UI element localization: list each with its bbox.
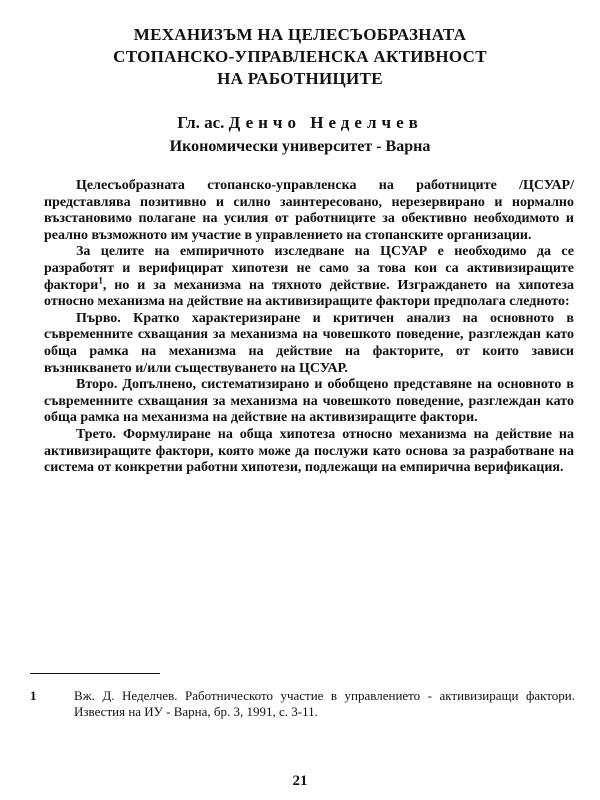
author-title: Гл. ас. [177,113,225,132]
author-affiliation: Икономически университет - Варна [169,138,431,155]
paragraph-3: Първо. Кратко характеризиране и критичен анализ на основното в съвременните схващания за механизма на човешкото поведение, разглеждан като обща рамка на механизма на действие на факторите, от които зависи възникването и/или съществуването на ЦСУАР. [44,310,574,376]
footnote-separator [30,673,160,674]
footnote [30,688,575,720]
footnote-reference[interactable]: 1 [98,274,103,285]
paragraph-2 [44,244,574,310]
author-name: Денчо Неделчев [228,113,423,132]
title-line-3: НА РАБОТНИЦИТЕ [217,69,383,88]
paragraph-2-part-2: , но и за механизма на тяхното действие. Изграждането на хипотеза относно механизма на действие на активизиращите фактори предполага следното: [44,277,574,310]
paragraph-2-part-1: За целите на емпиричното изследване на ЦСУАР е необходимо да се разработят и верифицират хипотези не само за това кои са активизиращите фактори [44,244,574,293]
title-line-1: МЕХАНИЗЪМ НА ЦЕЛЕСЪОБРАЗНАТА [133,25,467,44]
paragraph-4: Второ. Допълнено, систематизирано и обобщено представяне на основното в съвременните схващания за механизма на човешкото поведение, разглеждан като обща рамка на механизма на действие на активизиращите фактори. [44,377,574,426]
article-body [44,178,574,477]
paragraph-5: Трето. Формулиране на обща хипотеза относно механизма на действие на активизиращите фактори, която може да послужи като основа за разработване на система от конкретни работни хипотези, подлежащи на емпирична верификация. [44,426,574,476]
page-number: 21 [292,773,308,789]
footnote-text: Вж. Д. Неделчев. Работническото участие в управлението - активизиращи фактори. Известия на ИУ - Варна, бр. 3, 1991, с. 3-11. [74,688,575,719]
footnote-mark: 1 [30,688,37,703]
article-title [40,24,560,90]
title-line-2: СТОПАНСКО-УПРАВЛЕНСКА АКТИВНОСТ [113,47,487,66]
author-line [40,112,560,134]
paragraph-1: Целесъобразната стопанско-управленска на работниците /ЦСУАР/ представлява позитивно и силно заинтересовано, нерезервирано и нормално възстановимо полагане на усилия от работниците за обективно необходимото и реално възможното им участие в управлението на стопанските организации. [44,178,574,243]
